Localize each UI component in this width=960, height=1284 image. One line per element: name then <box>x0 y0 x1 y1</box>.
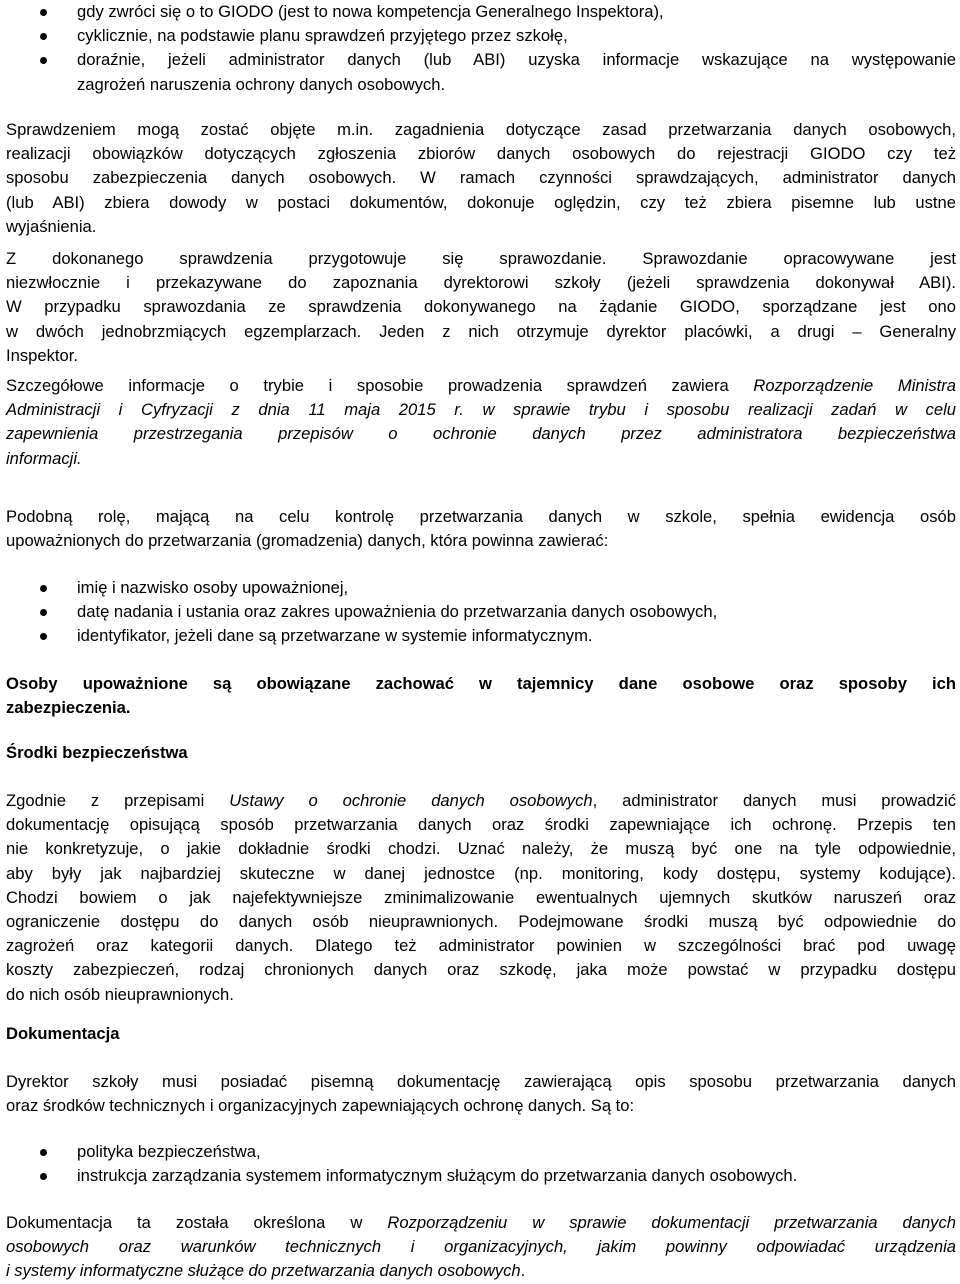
bullet-icon <box>40 609 47 616</box>
paragraph-sprawozdanie: Z dokonanego sprawdzenia przygotowuje się sprawozdanie. Sprawozdanie opracowywane jest niezwłocznie i przekazywane do zapoznania dyrektorowi szkoły (jeżeli sprawdzenia dokonywał ABI). W przypadku sprawozdania ze sprawdzenia dokonywanego na żądanie GIODO, sporządzane jest ono w dwóch jednobrzmiących egzemplarzach. Jeden z nich otrzymuje dyrektor placówki, a drugi – Generalny Inspektor. <box>6 249 956 365</box>
paragraph-ostatni: Dokumentacja ta została określona w Rozporządzeniu w sprawie dokumentacji przetwarzania danych osobowych oraz warunków technicznych i organizacyjnych, jakim powinny odpowiadać urządzenia i systemy informatyczne służące do przetwarzania danych osobowych. <box>6 1213 956 1281</box>
bullet-icon <box>40 33 47 40</box>
list-item: polityka bezpieczeństwa, <box>6 1140 956 1164</box>
paragraph-osoby-bold: Osoby upoważnione są obowiązane zachować w tajemnicy dane osobowe oraz sposoby ich zabezpieczenia. <box>6 674 956 718</box>
paragraph-dyrektor: Dyrektor szkoły musi posiadać pisemną dokumentację zawierającą opis sposobu przetwarzania danych oraz środków technicznych i organizacyjnych zapewniających ochronę danych. Są to: <box>6 1072 956 1116</box>
ewidencja-bullet-list <box>6 576 956 649</box>
bullet-icon <box>40 9 47 16</box>
bullet-icon <box>40 1173 47 1180</box>
paragraph-zgodnie: Zgodnie z przepisami Ustawy o ochronie danych osobowych, administrator danych musi prowadzić dokumentację opisującą sposób przetwarzania danych oraz środki zapewniające ich ochronę. Przepis ten nie konkretyzuje, o jakie dokładnie środki chodzi. Uznać należy, że muszą być one na tyle odpowiednie, aby były jak najbardziej skuteczne w danej jednostce (np. monitoring, kody dostępu, systemy kodujące). Chodzi bowiem o jak najefektywniejsze zminimalizowanie ewentualnych ujemnych skutków naruszeń oraz ograniczenie dostępu do danych osób nieuprawnionych. Podejmowane środki muszą być odpowiednie do zagrożeń oraz kategorii danych. Dlatego też administrator powinien w szczególności brać pod uwagę koszty zabezpieczeń, rodzaj chronionych danych oraz szkodę, jaka może powstać w przypadku dostępu do nich osób nieuprawnionych. <box>6 791 956 1004</box>
heading-srodki-bezpieczenstwa: Środki bezpieczeństwa <box>6 743 188 762</box>
dokumentacja-bullet-list <box>6 1140 956 1188</box>
bullet-icon <box>40 585 47 592</box>
bullet-icon <box>40 633 47 640</box>
list-item: imię i nazwisko osoby upoważnionej, <box>6 576 956 600</box>
top-bullet-list <box>6 0 956 97</box>
list-item: cyklicznie, na podstawie planu sprawdzeń przyjętego przez szkołę, <box>6 24 956 48</box>
paragraph-sprawdzeniem: Sprawdzeniem mogą zostać objęte m.in. zagadnienia dotyczące zasad przetwarzania danych osobowych, realizacji obowiązków dotyczących zgłoszenia zbiorów danych osobowych do rejestracji GIODO czy też sposobu zabezpieczenia danych osobowych. W ramach czynności sprawdzających, administrator danych (lub ABI) zbiera dowody w postaci dokumentów, dokonuje oględzin, czy też zbiera pisemne lub ustne wyjaśnienia. <box>6 120 956 236</box>
bullet-icon <box>40 57 47 64</box>
list-item: instrukcja zarządzania systemem informatycznym służącym do przetwarzania danych osobowych. <box>6 1164 956 1188</box>
list-item: datę nadania i ustania oraz zakres upoważnienia do przetwarzania danych osobowych, <box>6 600 956 624</box>
heading-dokumentacja: Dokumentacja <box>6 1024 120 1043</box>
paragraph-szczegolowe: Szczegółowe informacje o trybie i sposobie prowadzenia sprawdzeń zawiera Rozporządzenie Ministra Administracji i Cyfryzacji z dnia 11 maja 2015 r. w sprawie trybu i sposobu realizacji zadań w celu zapewnienia przestrzegania przepisów o ochronie danych przez administratora bezpieczeństwa informacji. <box>6 376 956 468</box>
list-item: gdy zwróci się o to GIODO (jest to nowa kompetencja Generalnego Inspektora), <box>6 0 956 24</box>
paragraph-podobna: Podobną rolę, mającą na celu kontrolę przetwarzania danych w szkole, spełnia ewidencja osób upoważnionych do przetwarzania (gromadzenia) danych, która powinna zawierać: <box>6 507 956 551</box>
bullet-icon <box>40 1149 47 1156</box>
list-item: identyfikator, jeżeli dane są przetwarzane w systemie informatycznym. <box>6 624 956 648</box>
list-item: doraźnie, jeżeli administrator danych (lub ABI) uzyska informacje wskazujące na występowanie zagrożeń naruszenia ochrony danych osobowych. <box>6 48 956 96</box>
